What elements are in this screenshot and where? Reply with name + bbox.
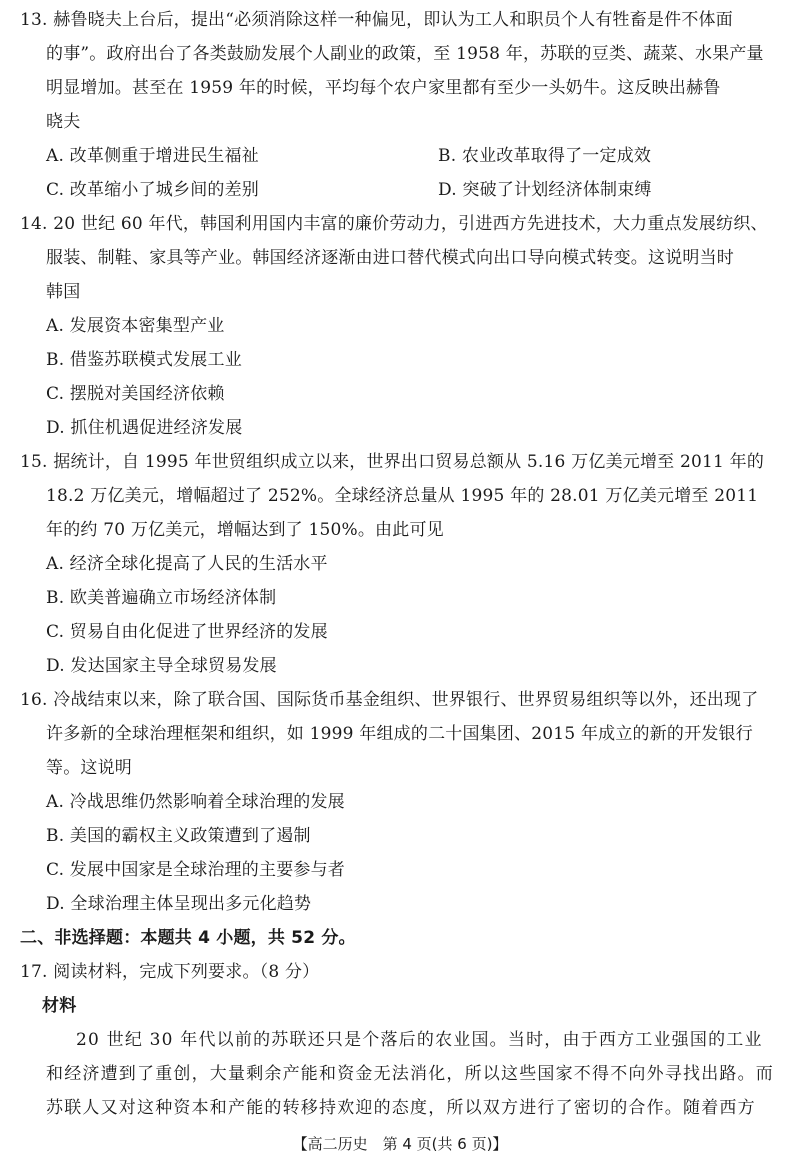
question-16-line-3: 等。这说明 <box>46 758 132 778</box>
material-label: 材料 <box>42 996 77 1016</box>
material-paragraph-line-2: 和经济遭到了重创，大量剩余产能和资金无法消化，所以这些国家不得不向外寻找出路。而 <box>46 1064 774 1084</box>
question-13-line-2: 的事”。政府出台了各类鼓励发展个人副业的政策，至 1958 年，苏联的豆类、蔬菜、水果产量 <box>46 44 764 64</box>
question-14-option-d: D. 抓住机遇促进经济发展 <box>46 418 243 438</box>
question-14-option-b: B. 借鉴苏联模式发展工业 <box>46 350 242 370</box>
question-16-option-d: D. 全球治理主体呈现出多元化趋势 <box>46 894 312 914</box>
question-13-option-b: B. 农业改革取得了一定成效 <box>438 146 652 166</box>
material-paragraph-line-3: 苏联人又对这种资本和产能的转移持欢迎的态度，所以双方进行了密切的合作。随着西方 <box>46 1098 756 1118</box>
question-13-option-c: C. 改革缩小了城乡间的差别 <box>46 180 260 200</box>
question-15-line-2: 18.2 万亿美元，增幅超过了 252%。全球经济总量从 1995 年的 28.01 万亿美元增至 2011 <box>46 486 759 506</box>
question-13-option-a: A. 改革侧重于增进民生福祉 <box>46 146 259 166</box>
question-15-line-3: 年的约 70 万亿美元，增幅达到了 150%。由此可见 <box>46 520 444 540</box>
page-footer: 【高二历史 第 4 页(共 6 页)】 <box>292 1135 508 1153</box>
section-2-heading: 二、非选择题：本题共 4 小题，共 52 分。 <box>20 928 356 948</box>
question-15-option-d: D. 发达国家主导全球贸易发展 <box>46 656 277 676</box>
question-16-line-1: 16. 冷战结束以来，除了联合国、国际货币基金组织、世界银行、世界贸易组织等以外，还出现了 <box>20 690 759 710</box>
question-13-line-1: 13. 赫鲁晓夫上台后，提出“必须消除这样一种偏见，即认为工人和职员个人有牲畜是件不体面 <box>20 10 733 30</box>
question-15-line-1: 15. 据统计，自 1995 年世贸组织成立以来，世界出口贸易总额从 5.16 万亿美元增至 2011 年的 <box>20 452 765 472</box>
question-14-option-a: A. 发展资本密集型产业 <box>46 316 225 336</box>
question-15-option-b: B. 欧美普遍确立市场经济体制 <box>46 588 277 608</box>
question-16-option-b: B. 美国的霸权主义政策遭到了遏制 <box>46 826 311 846</box>
question-14-line-1: 14. 20 世纪 60 年代，韩国利用国内丰富的廉价劳动力，引进西方先进技术，大力重点发展纺织、 <box>20 214 768 234</box>
question-16-line-2: 许多新的全球治理框架和组织，如 1999 年组成的二十国集团、2015 年成立的新的开发银行 <box>46 724 753 744</box>
question-13-line-4: 晓夫 <box>46 112 81 132</box>
question-15-option-a: A. 经济全球化提高了人民的生活水平 <box>46 554 328 574</box>
question-16-option-a: A. 冷战思维仍然影响着全球治理的发展 <box>46 792 345 812</box>
question-15-option-c: C. 贸易自由化促进了世界经济的发展 <box>46 622 328 642</box>
question-14-line-2: 服装、制鞋、家具等产业。韩国经济逐渐由进口替代模式向出口导向模式转变。这说明当时 <box>46 248 734 268</box>
material-paragraph-line-1: 20 世纪 30 年代以前的苏联还只是个落后的农业国。当时，由于西方工业强国的工业 <box>76 1030 763 1050</box>
question-13-option-d: D. 突破了计划经济体制束缚 <box>438 180 652 200</box>
question-14-line-3: 韩国 <box>46 282 81 302</box>
question-13-line-3: 明显增加。甚至在 1959 年的时候，平均每个农户家里都有至少一头奶牛。这反映出赫鲁 <box>46 78 721 98</box>
question-16-option-c: C. 发展中国家是全球治理的主要参与者 <box>46 860 346 880</box>
question-17-stem: 17. 阅读材料，完成下列要求。（8 分） <box>20 962 320 982</box>
question-14-option-c: C. 摆脱对美国经济依赖 <box>46 384 225 404</box>
